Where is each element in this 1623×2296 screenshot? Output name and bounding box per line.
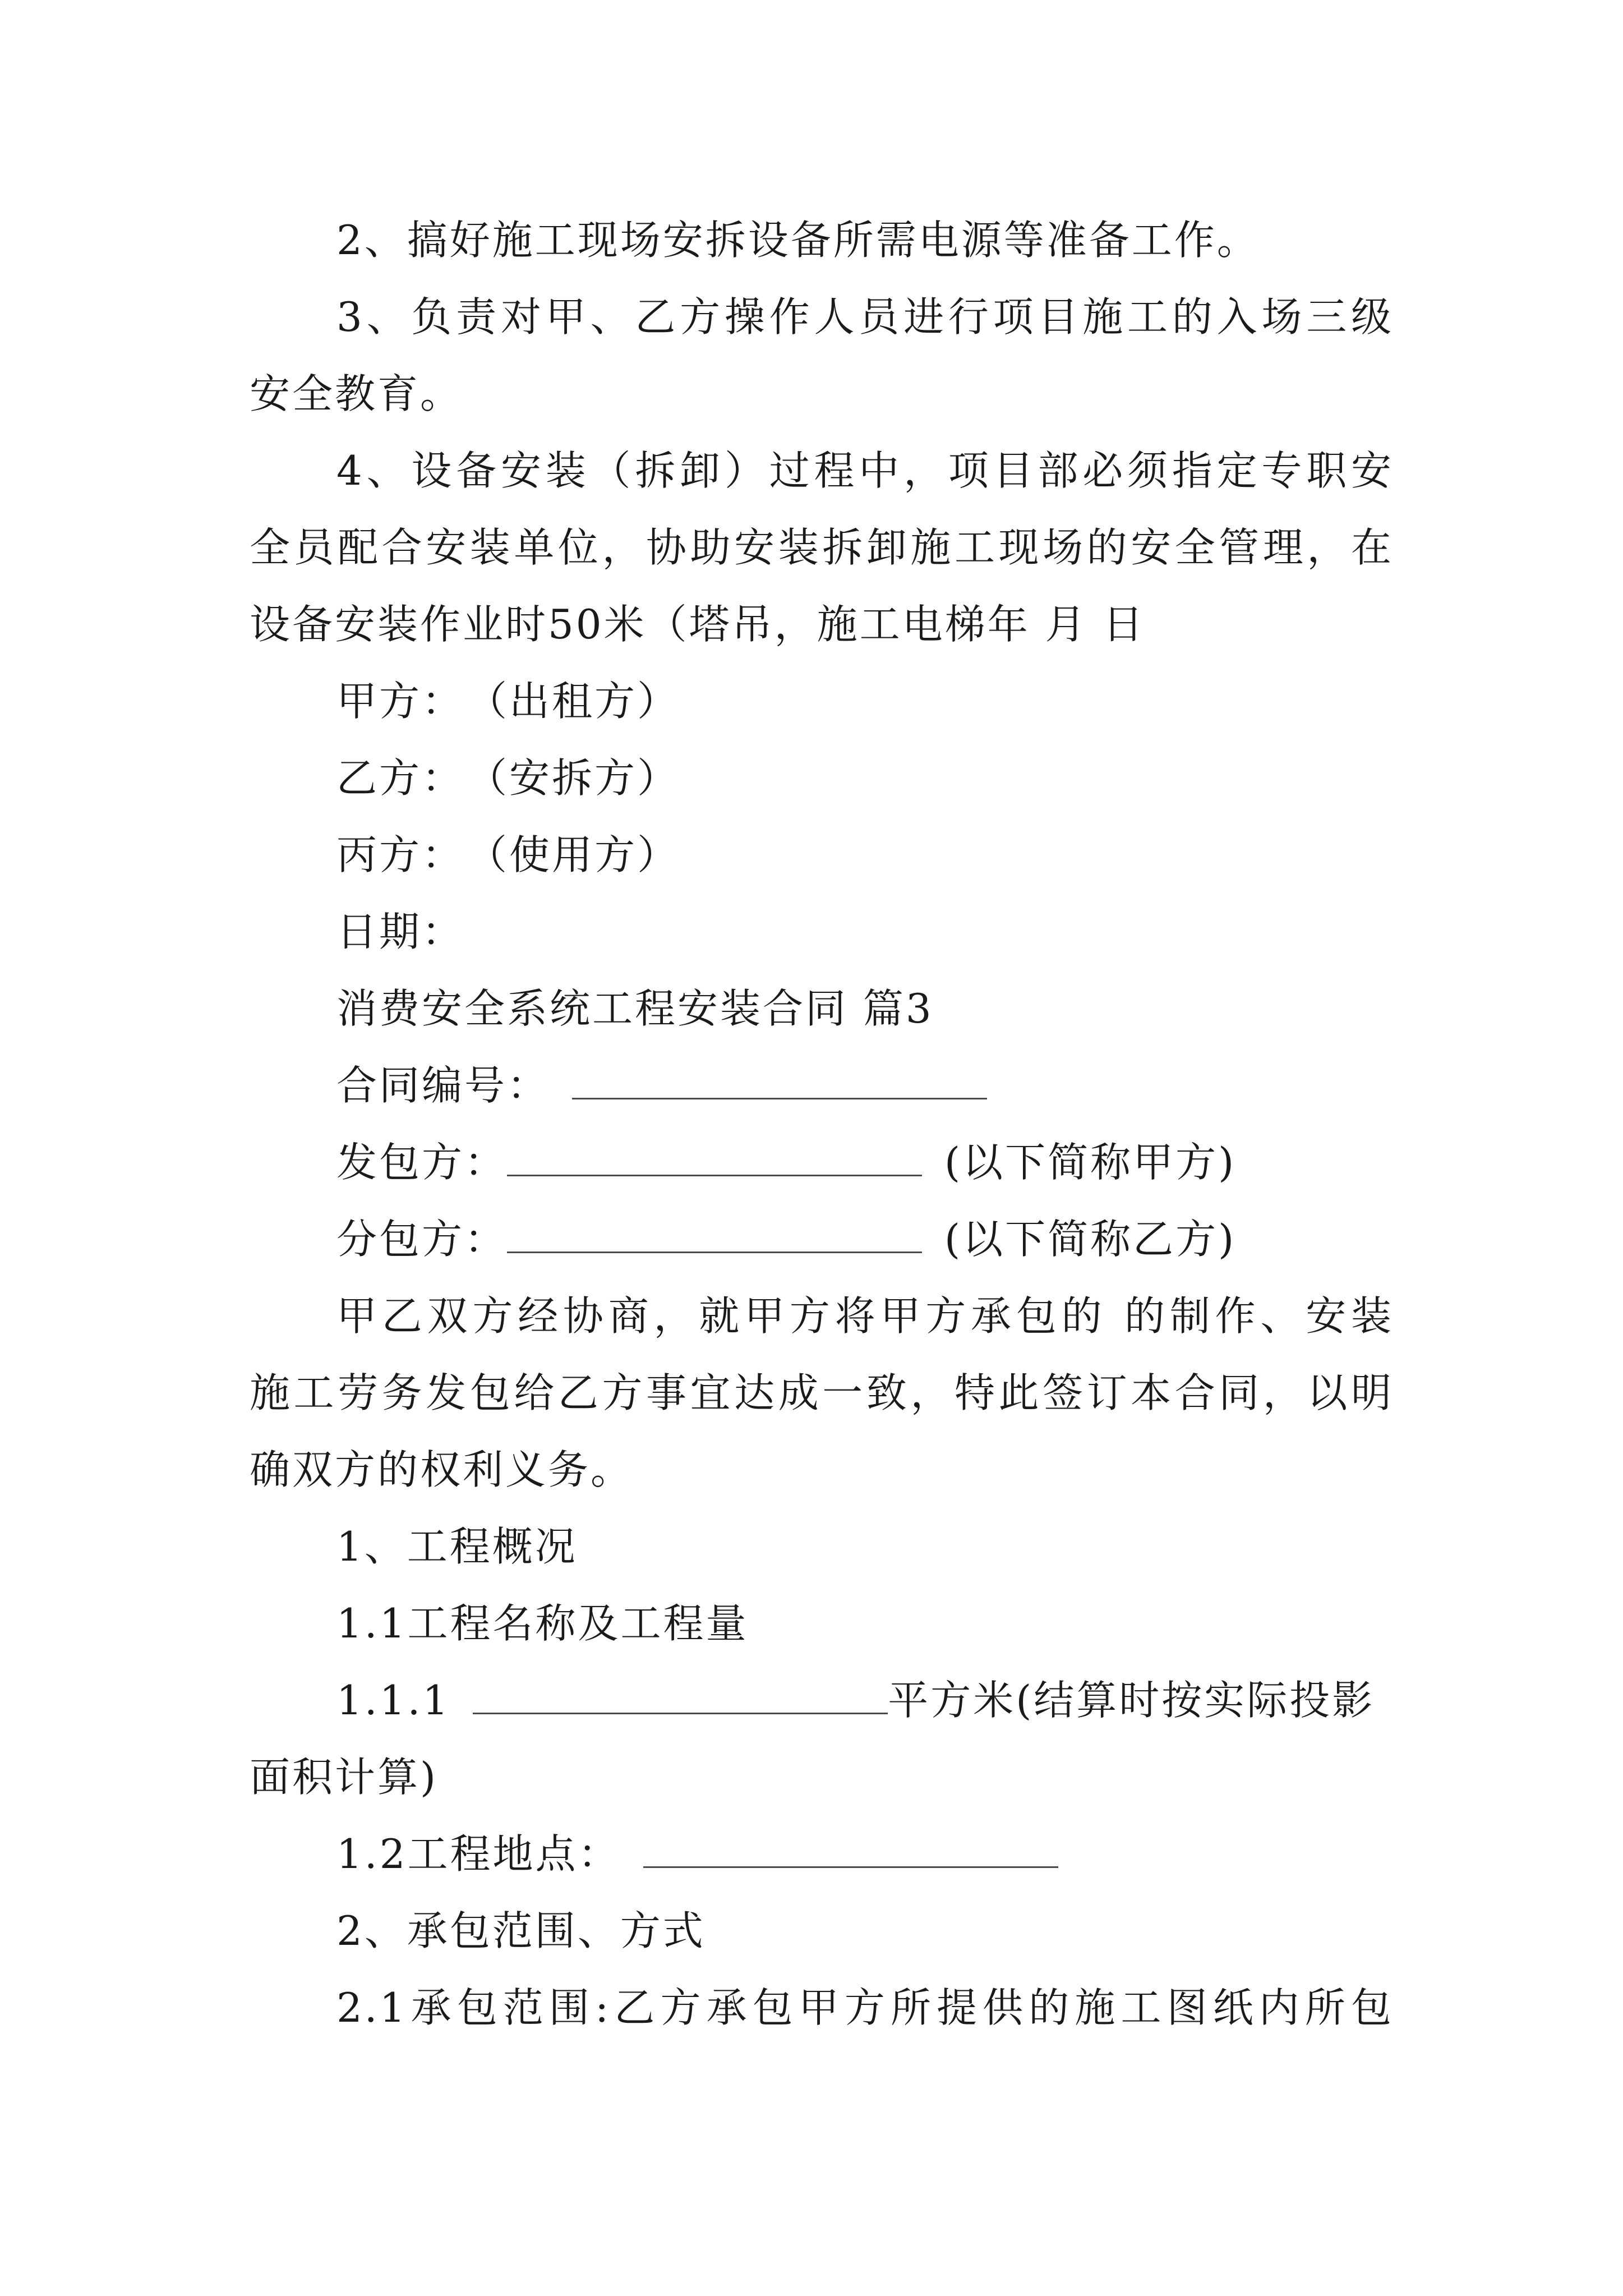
heading-line: 1.1工程名称及工程量 <box>336 1600 749 1647</box>
paragraph-line: 4、设备安装（拆卸）过程中，项目部必须指定专职安 <box>336 447 1394 494</box>
party-c-line: 丙方： （使用方） <box>336 831 680 878</box>
paragraph-line: 甲乙双方经协商，就甲方将甲方承包的 的制作、安装 <box>336 1292 1394 1340</box>
project-location-row <box>250 1816 1394 1893</box>
party-b-line: 乙方： （安拆方） <box>336 754 680 802</box>
employer-row <box>250 1124 1394 1201</box>
project-location-blank[interactable] <box>643 1832 1058 1868</box>
heading-line: 2、承包范围、方式 <box>336 1907 706 1954</box>
employer-blank[interactable] <box>507 1140 922 1176</box>
project-location-label: 1.2工程地点： <box>336 1830 621 1878</box>
project-area-label: 1.1.1 <box>336 1677 451 1724</box>
contract-number-label: 合同编号： <box>336 1062 550 1109</box>
section-title: 消费安全系统工程安装合同 篇3 <box>336 985 934 1032</box>
paragraph-line: 确双方的权利义务。 <box>250 1446 634 1493</box>
employer-note: (以下简称甲方) <box>944 1139 1237 1186</box>
paragraph-line: 设备安装作业时50米（塔吊，施工电梯年 月 日 <box>250 601 1146 648</box>
party-a-line: 甲方： （出租方） <box>336 678 680 725</box>
subcontractor-label: 分包方： <box>336 1216 508 1263</box>
contract-number-blank[interactable] <box>572 1063 987 1099</box>
employer-label: 发包方： <box>336 1139 508 1186</box>
paragraph-line: 安全教育。 <box>250 370 463 417</box>
paragraph-line: 2、搞好施工现场安拆设备所需电源等准备工作。 <box>336 217 1260 264</box>
date-line: 日期： <box>336 908 465 955</box>
document-page <box>250 202 1394 2046</box>
subcontractor-note: (以下简称乙方) <box>944 1216 1237 1263</box>
paragraph-line: 施工劳务发包给乙方事宜达成一致，特此签订本合同，以明 <box>250 1369 1394 1416</box>
subcontractor-row <box>250 1201 1394 1278</box>
project-area-row <box>250 1662 1394 1739</box>
paragraph-line: 全员配合安装单位，协助安装拆卸施工现场的安全管理，在 <box>250 524 1394 571</box>
paragraph-line: 面积计算) <box>250 1754 439 1801</box>
paragraph-line: 3、负责对甲、乙方操作人员进行项目施工的入场三级 <box>336 293 1394 341</box>
project-area-blank[interactable] <box>473 1678 888 1714</box>
paragraph-line: 2.1承包范围:乙方承包甲方所提供的施工图纸内所包 <box>336 1984 1394 2031</box>
contract-number-row <box>250 1047 1394 1124</box>
subcontractor-blank[interactable] <box>507 1217 922 1253</box>
project-area-note: 平方米(结算时按实际投影 <box>888 1677 1375 1724</box>
heading-line: 1、工程概况 <box>336 1523 578 1570</box>
